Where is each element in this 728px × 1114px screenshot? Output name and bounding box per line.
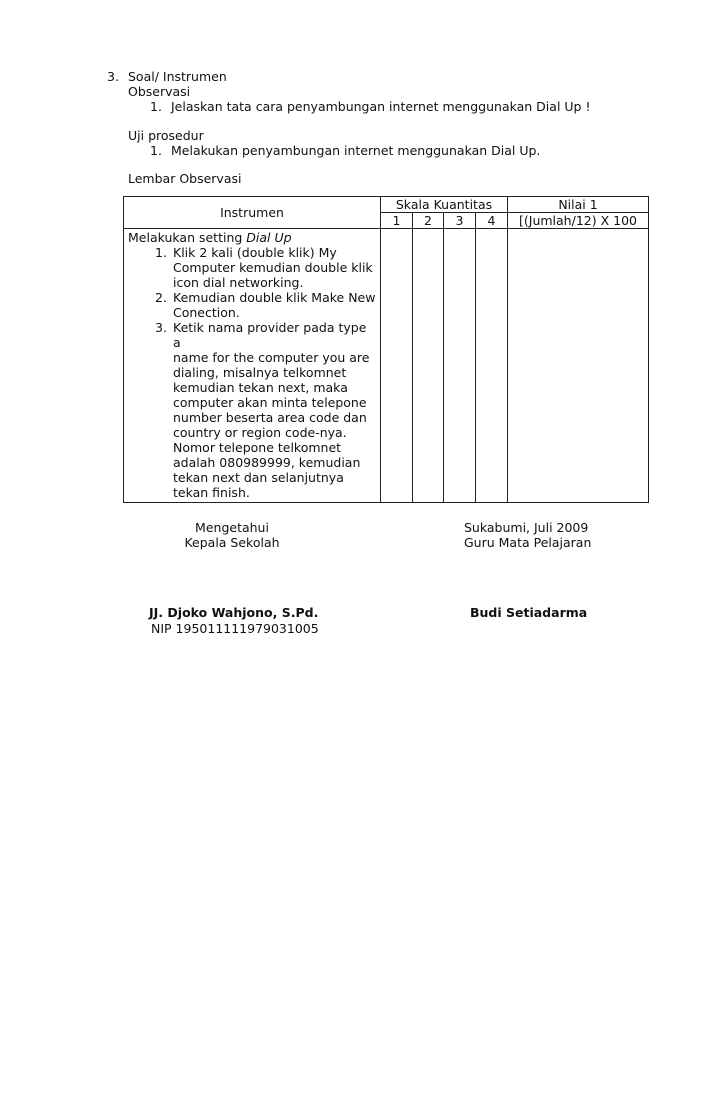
mengetahui-label: Mengetahui — [195, 520, 269, 535]
score-cell-4[interactable] — [476, 229, 508, 503]
uji-item-number: 1. — [150, 143, 162, 158]
observasi-item-number: 1. — [150, 99, 162, 114]
kepala-sekolah-label: Kepala Sekolah — [184, 535, 280, 550]
observasi-label: Observasi — [128, 84, 191, 99]
header-nilai-formula: [(Jumlah/12) X 100 — [508, 213, 649, 229]
header-skala-2: 2 — [413, 213, 444, 229]
observation-table — [123, 196, 649, 503]
list-item: 2. Kemudian double klik Make New Conection. — [155, 290, 376, 320]
row-title: Melakukan setting Dial Up — [128, 230, 292, 245]
lembar-observasi-label: Lembar Observasi — [128, 171, 242, 186]
section-number: 3. — [107, 69, 119, 84]
nilai-cell[interactable] — [508, 229, 649, 503]
list-item: 1. Klik 2 kali (double klik) My Computer kemudian double klik icon dial networking. — [155, 245, 373, 290]
instrumen-cell — [124, 229, 381, 503]
uji-item: Melakukan penyambungan internet menggunakan Dial Up. — [171, 143, 541, 158]
score-cell-2[interactable] — [413, 229, 444, 503]
steps-list — [128, 245, 376, 500]
kepala-sekolah-name: JJ. Djoko Wahjono, S.Pd. — [149, 605, 319, 620]
header-skala-4: 4 — [476, 213, 508, 229]
observasi-item: Jelaskan tata cara penyambungan internet menggunakan Dial Up ! — [171, 99, 591, 114]
header-skala-1: 1 — [381, 213, 413, 229]
section-title: Soal/ Instrumen — [128, 69, 227, 84]
score-cell-1[interactable] — [381, 229, 413, 503]
score-cell-3[interactable] — [444, 229, 476, 503]
list-item: 3. Ketik nama provider pada type a name for the computer you are dialing, misalnya telkomnet kemudian tekan next, maka computer akan minta telepone number beserta area code dan country or region code-nya. Nomor telepone telkomnet adalah 080989999, kemudian tekan next dan selanjutnya tekan finish. — [155, 320, 370, 500]
guru-name: Budi Setiadarma — [470, 605, 588, 620]
guru-mata-pelajaran-label: Guru Mata Pelajaran — [464, 535, 592, 550]
header-instrumen: Instrumen — [124, 197, 381, 229]
header-skala-3: 3 — [444, 213, 476, 229]
header-nilai: Nilai 1 — [508, 197, 649, 213]
kepala-sekolah-nip: NIP 195011111979031005 — [151, 621, 319, 636]
sign-date: Sukabumi, Juli 2009 — [464, 520, 589, 535]
uji-prosedur-label: Uji prosedur — [128, 128, 204, 143]
header-skala-kuantitas: Skala Kuantitas — [381, 197, 508, 213]
